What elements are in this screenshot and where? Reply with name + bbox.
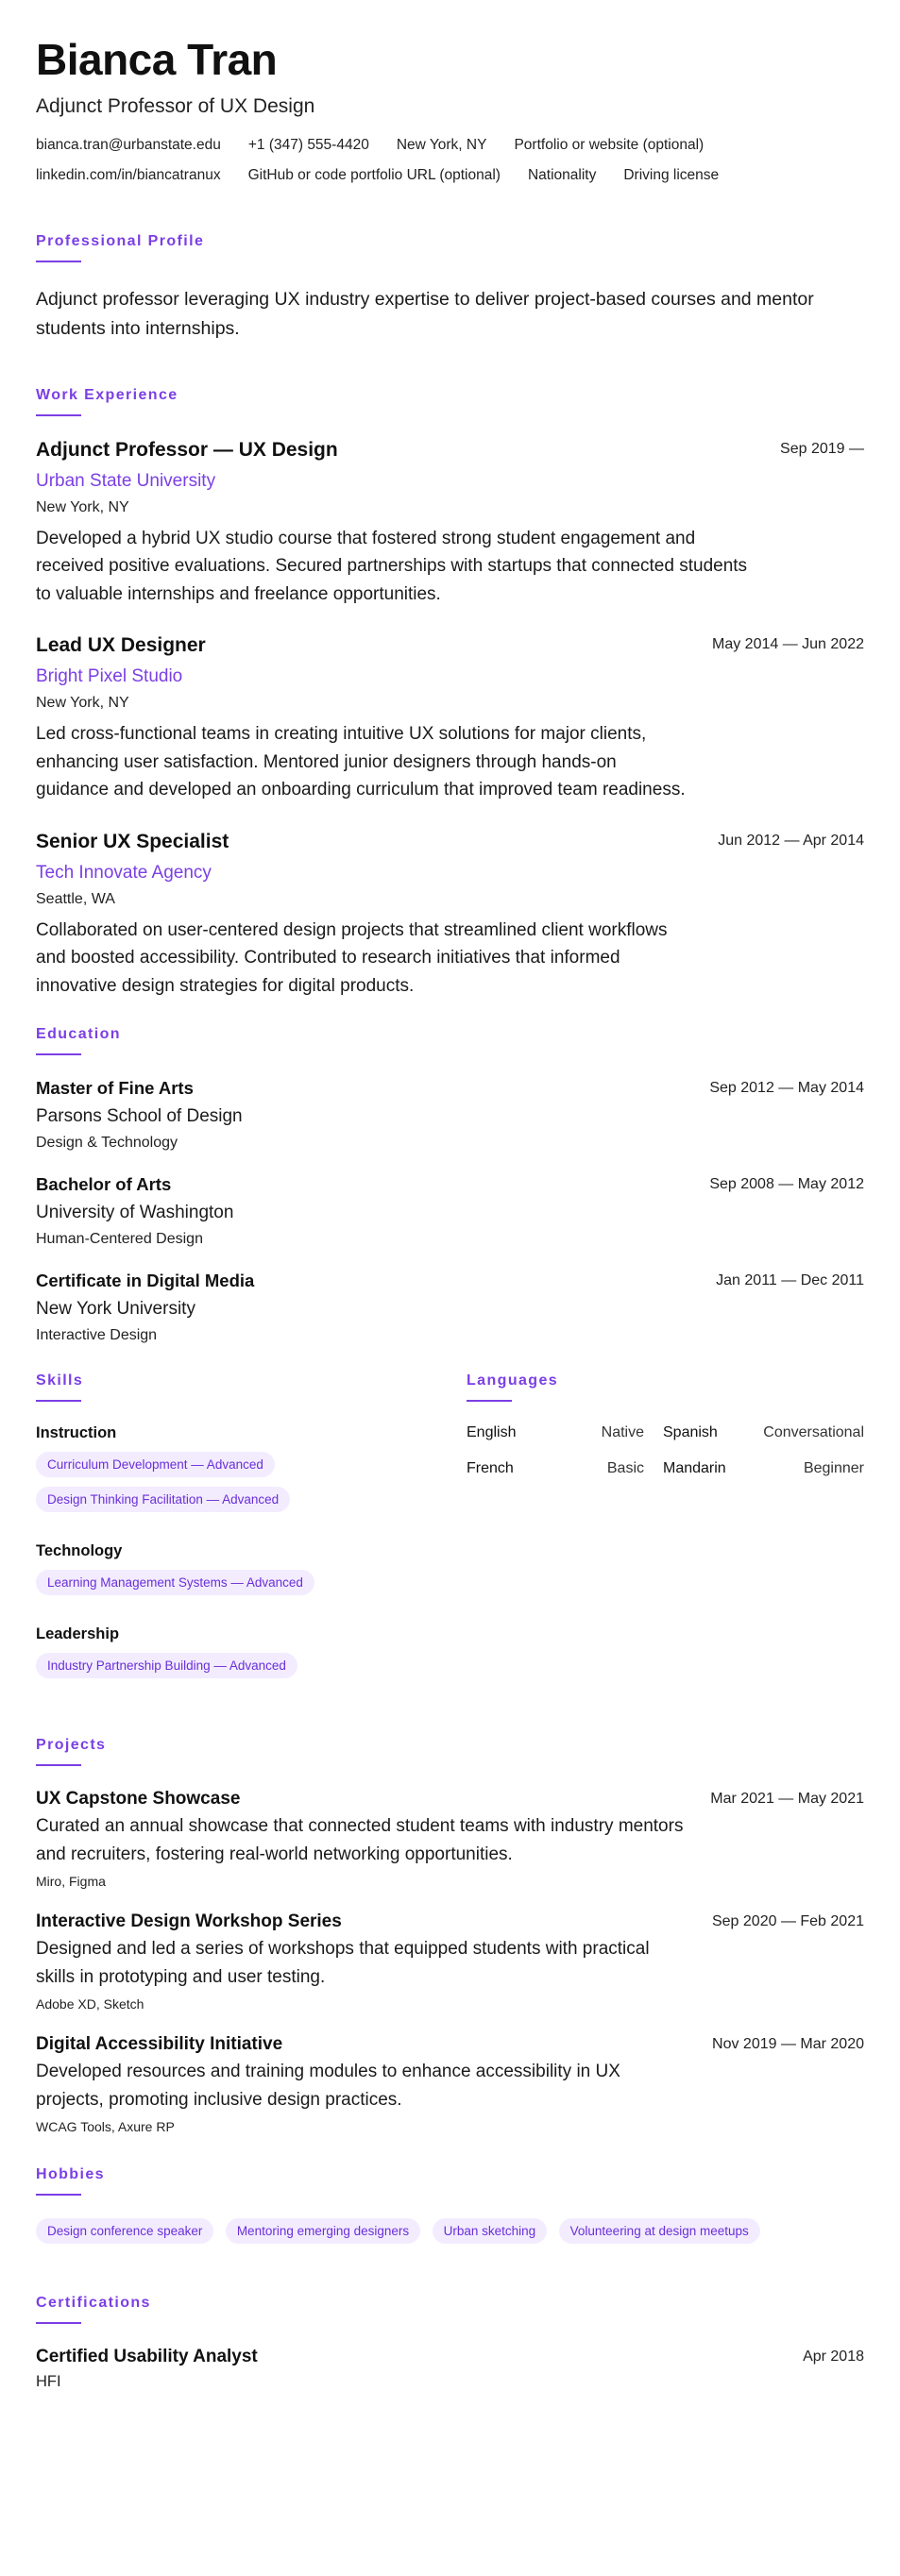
section-heading: Education <box>36 1026 121 1043</box>
education-dates: Sep 2012 — May 2014 <box>709 1080 864 1097</box>
language-list <box>467 1424 864 1477</box>
skill-chip: Industry Partnership Building — Advanced <box>36 1653 297 1678</box>
project-entry <box>36 2034 864 2134</box>
section-heading: Work Experience <box>36 386 178 403</box>
profile-section <box>36 233 864 344</box>
contact-location: New York, NY <box>396 136 487 153</box>
hobby-chip: Urban sketching <box>433 2218 548 2244</box>
project-tools: Miro, Figma <box>36 1874 106 1890</box>
project-dates: Sep 2020 — Feb 2021 <box>711 1913 864 1930</box>
project-description: Developed resources and training modules to enhance accessibility in UX projects, promoting inclusive design practices. <box>36 2062 620 2110</box>
language-name: English <box>467 1424 517 1441</box>
profile-text: Adjunct professor leveraging UX industry expertise to deliver project-based courses and mentor students into internships. <box>36 288 814 339</box>
skill-group-title: Leadership <box>36 1625 120 1643</box>
section-heading: Skills <box>36 1372 84 1389</box>
job-description: Led cross-functional teams in creating intuitive UX solutions for major clients, enhancing user satisfaction. Mentored junior designers through hands-on guidance and developed an onboarding curriculum that improved team readiness. <box>36 724 686 800</box>
education-entry <box>36 1078 864 1152</box>
certification-entry <box>36 2347 864 2391</box>
contact-driving-license: Driving license <box>623 166 720 183</box>
hobby-chip: Design conference speaker <box>36 2218 213 2244</box>
school: University of Washington <box>36 1203 234 1223</box>
section-heading: Hobbies <box>36 2166 105 2183</box>
job-dates: Sep 2019 — <box>780 440 864 457</box>
section-divider <box>36 2322 81 2324</box>
job-dates: May 2014 — Jun 2022 <box>712 636 864 653</box>
projects-section <box>36 1737 864 2134</box>
section-divider <box>36 1764 81 1766</box>
school: Parsons School of Design <box>36 1106 243 1127</box>
skill-group <box>36 1424 467 1522</box>
candidate-title: Adjunct Professor of UX Design <box>36 94 315 117</box>
project-entry <box>36 1911 864 2012</box>
skill-chip: Learning Management Systems — Advanced <box>36 1570 314 1595</box>
section-heading: Certifications <box>36 2295 151 2312</box>
language-level: Basic <box>606 1460 644 1477</box>
education-entry <box>36 1271 864 1344</box>
hobby-list <box>36 2218 864 2253</box>
section-divider <box>36 414 81 416</box>
contact-phone[interactable]: +1 (347) 555-4420 <box>247 136 369 153</box>
section-divider <box>36 1400 81 1402</box>
school: New York University <box>36 1299 195 1320</box>
language-level: Native <box>601 1424 644 1441</box>
language-name: Mandarin <box>663 1460 726 1477</box>
contact-email[interactable]: bianca.tran@urbanstate.edu <box>36 136 221 153</box>
degree: Bachelor of Arts <box>36 1174 172 1195</box>
contact-nationality: Nationality <box>527 166 597 183</box>
hobbies-section <box>36 2166 864 2253</box>
certification-title: Certified Usability Analyst <box>36 2347 258 2367</box>
section-divider <box>36 2194 81 2196</box>
project-title: Interactive Design Workshop Series <box>36 1911 342 1932</box>
project-tools: Adobe XD, Sketch <box>36 1996 144 2012</box>
job-organization: Urban State University <box>36 470 216 491</box>
job-location: New York, NY <box>36 695 129 712</box>
education-section <box>36 1026 864 1344</box>
contact-linkedin[interactable]: linkedin.com/in/biancatranux <box>36 166 221 183</box>
skills-languages-row <box>36 1372 864 1709</box>
section-divider <box>467 1400 512 1402</box>
education-entry <box>36 1174 864 1248</box>
project-entry <box>36 1789 864 1889</box>
job-organization: Tech Innovate Agency <box>36 862 212 883</box>
certifications-section <box>36 2295 864 2391</box>
language-level: Conversational <box>763 1424 864 1441</box>
field-of-study: Human-Centered Design <box>36 1231 203 1248</box>
education-dates: Sep 2008 — May 2012 <box>709 1176 864 1193</box>
section-heading: Professional Profile <box>36 232 205 249</box>
language-name: Spanish <box>663 1424 718 1441</box>
skill-group-title: Instruction <box>36 1424 117 1442</box>
project-dates: Mar 2021 — May 2021 <box>710 1791 864 1808</box>
job-entry <box>36 634 864 804</box>
degree: Certificate in Digital Media <box>36 1271 255 1291</box>
skill-group <box>36 1542 467 1605</box>
project-tools: WCAG Tools, Axure RP <box>36 2119 175 2135</box>
job-entry <box>36 831 864 1001</box>
degree: Master of Fine Arts <box>36 1078 194 1099</box>
contact-portfolio[interactable]: Portfolio or website (optional) <box>514 136 705 153</box>
certification-date: Apr 2018 <box>803 2349 864 2366</box>
contact-github[interactable]: GitHub or code portfolio URL (optional) <box>247 166 501 183</box>
project-description: Designed and led a series of workshops that equipped students with practical skills in prototyping and user testing. <box>36 1939 650 1987</box>
field-of-study: Interactive Design <box>36 1327 158 1344</box>
certification-issuer: HFI <box>36 2373 61 2391</box>
section-heading: Projects <box>36 1737 107 1754</box>
language-level: Beginner <box>803 1460 864 1477</box>
job-organization: Bright Pixel Studio <box>36 666 183 687</box>
section-heading: Languages <box>467 1372 559 1389</box>
job-description: Collaborated on user-centered design projects that streamlined client workflows and boosted accessibility. Contributed to research initiatives that informed innovative design strategies for digital products. <box>36 919 668 996</box>
hobby-chip: Volunteering at design meetups <box>559 2218 760 2244</box>
job-location: New York, NY <box>36 498 129 515</box>
project-description: Curated an annual showcase that connected student teams with industry mentors and recruiters, fostering real-world networking opportunities. <box>36 1816 684 1864</box>
job-entry <box>36 439 864 609</box>
section-divider <box>36 261 81 262</box>
skill-chip: Curriculum Development — Advanced <box>36 1452 275 1477</box>
skill-group-title: Technology <box>36 1542 123 1560</box>
job-description: Developed a hybrid UX studio course that fostered strong student engagement and received positive evaluations. Secured partnerships with startups that connected students to valuable internships and freelance opportunities. <box>36 528 748 604</box>
language-name: French <box>467 1460 514 1477</box>
skill-group <box>36 1625 467 1688</box>
job-location: Seattle, WA <box>36 890 115 907</box>
candidate-name: Bianca Tran <box>36 35 278 84</box>
job-title: Adjunct Professor — UX Design <box>36 438 338 461</box>
skill-chip: Design Thinking Facilitation — Advanced <box>36 1487 290 1512</box>
project-dates: Nov 2019 — Mar 2020 <box>712 2036 864 2053</box>
contact-list <box>36 137 864 184</box>
resume-header <box>36 36 864 184</box>
languages-section <box>467 1372 864 1709</box>
job-title: Lead UX Designer <box>36 634 206 657</box>
education-dates: Jan 2011 — Dec 2011 <box>716 1272 864 1289</box>
job-title: Senior UX Specialist <box>36 830 229 852</box>
section-divider <box>36 1053 81 1055</box>
project-title: Digital Accessibility Initiative <box>36 2034 283 2055</box>
experience-section <box>36 387 864 1001</box>
hobby-chip: Mentoring emerging designers <box>226 2218 420 2244</box>
field-of-study: Design & Technology <box>36 1135 178 1152</box>
job-dates: Jun 2012 — Apr 2014 <box>718 832 864 849</box>
skills-section <box>36 1372 467 1709</box>
project-title: UX Capstone Showcase <box>36 1789 241 1810</box>
